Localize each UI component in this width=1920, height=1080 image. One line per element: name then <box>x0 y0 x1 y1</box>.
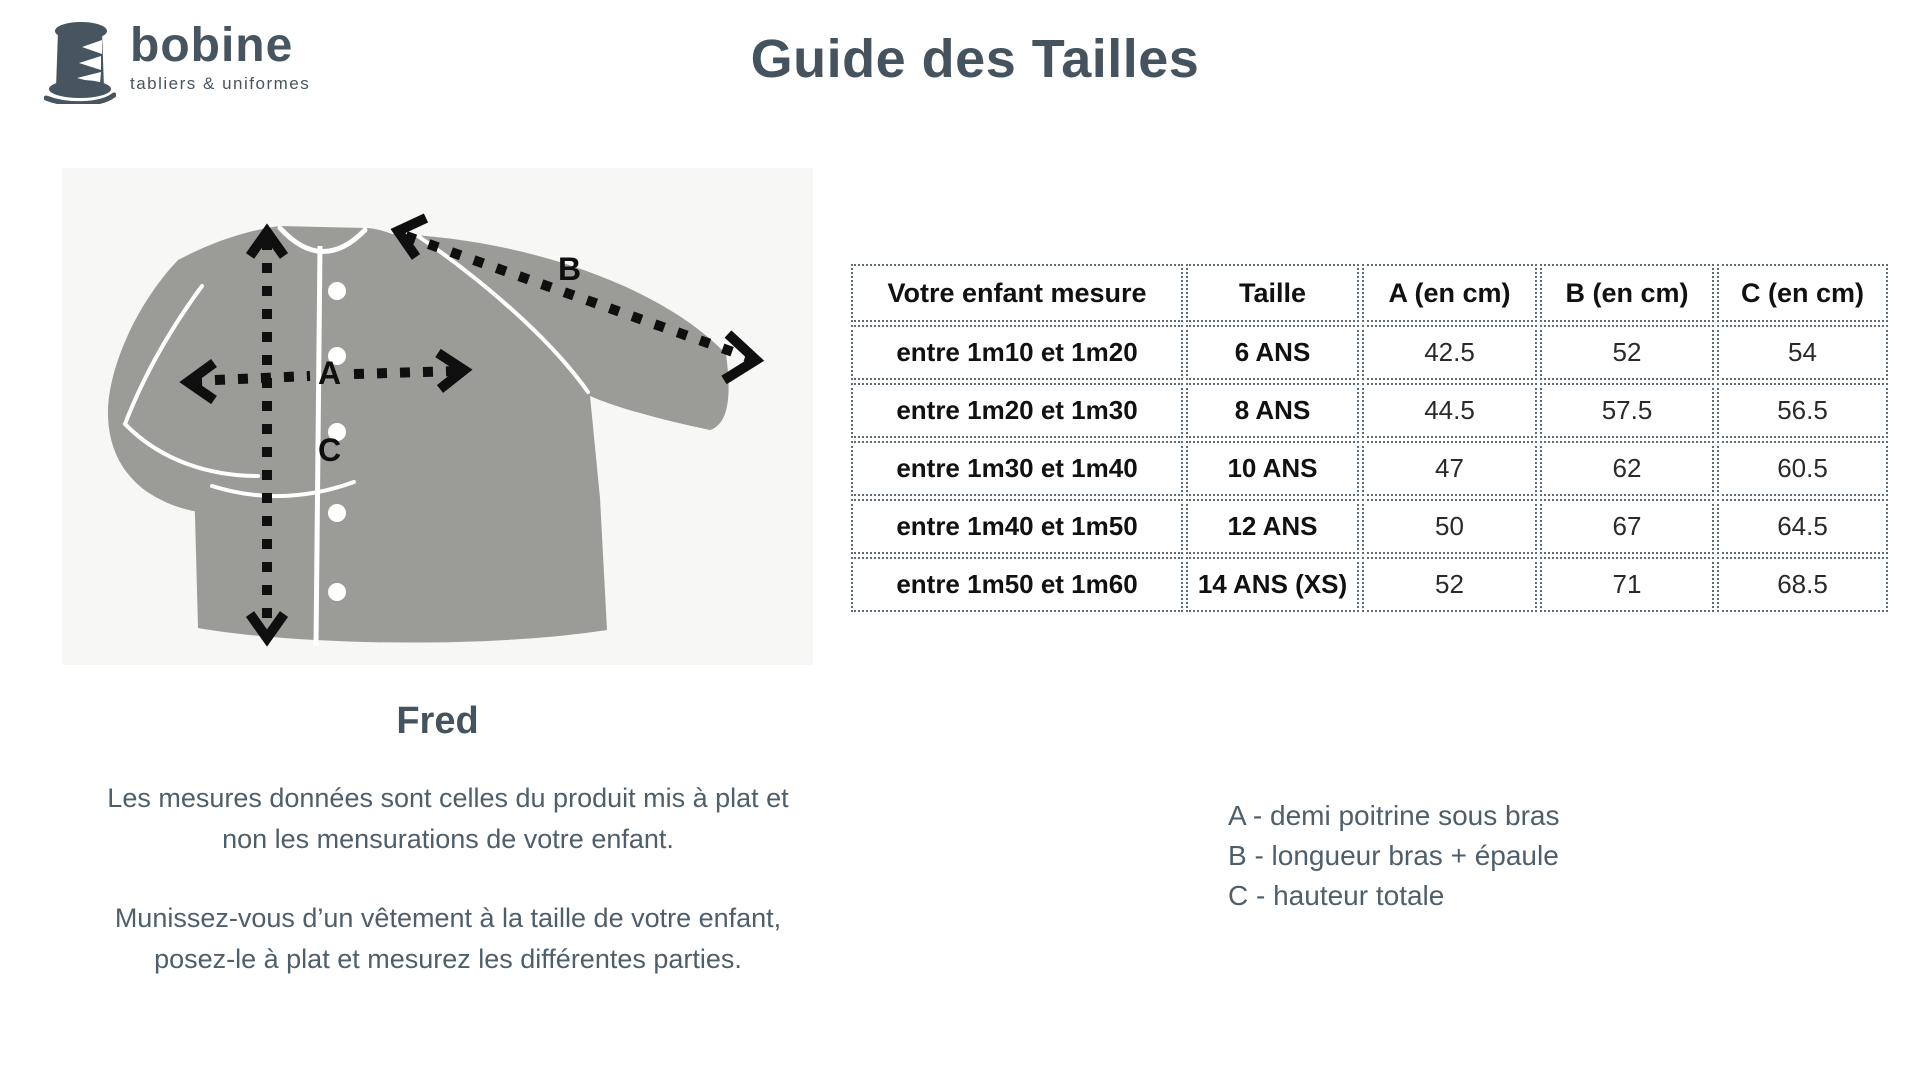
cell-b: 71 <box>1540 557 1714 612</box>
cell-taille: 8 ANS <box>1186 383 1359 438</box>
note-instructions <box>28 898 868 980</box>
cell-a: 44.5 <box>1362 383 1537 438</box>
cell-b: 67 <box>1540 499 1714 554</box>
cell-b: 52 <box>1540 325 1714 380</box>
cell-b: 62 <box>1540 441 1714 496</box>
cell-taille: 6 ANS <box>1186 325 1359 380</box>
header-a: A (en cm) <box>1362 264 1537 322</box>
cell-c: 64.5 <box>1717 499 1888 554</box>
garment-illustration <box>62 168 813 665</box>
cell-mesure: entre 1m30 et 1m40 <box>851 441 1183 496</box>
label-b: B <box>558 251 582 287</box>
cell-taille: 14 ANS (XS) <box>1186 557 1359 612</box>
table-row <box>851 499 1888 554</box>
note-measures <box>28 778 868 860</box>
cell-a: 50 <box>1362 499 1537 554</box>
table-row <box>851 441 1888 496</box>
cell-c: 60.5 <box>1717 441 1888 496</box>
table-header-row <box>851 264 1888 322</box>
header-taille: Taille <box>1186 264 1359 322</box>
table-row <box>851 383 1888 438</box>
cell-mesure: entre 1m50 et 1m60 <box>851 557 1183 612</box>
header-c: C (en cm) <box>1717 264 1888 322</box>
cell-mesure: entre 1m20 et 1m30 <box>851 383 1183 438</box>
note-line: Munissez-vous d’un vêtement à la taille de votre enfant, <box>114 903 782 933</box>
table-row <box>851 557 1888 612</box>
note-line: posez-le à plat et mesurez les différentes parties. <box>154 944 742 974</box>
note-line: Les mesures données sont celles du produit mis à plat et <box>107 783 789 813</box>
size-table <box>848 261 1891 615</box>
legend-item-b: B - longueur bras + épaule <box>1228 840 1559 871</box>
brand-text <box>130 20 310 94</box>
measure-legend <box>1228 796 1560 916</box>
header-b: B (en cm) <box>1540 264 1714 322</box>
cell-taille: 12 ANS <box>1186 499 1359 554</box>
label-c: C <box>318 432 342 468</box>
product-name: Fred <box>396 700 479 742</box>
cell-b: 57.5 <box>1540 383 1714 438</box>
cell-mesure: entre 1m10 et 1m20 <box>851 325 1183 380</box>
legend-item-c: C - hauteur totale <box>1228 880 1445 911</box>
garment-diagram <box>62 168 813 665</box>
page-title: Guide des Tailles <box>750 29 1200 89</box>
label-a: A <box>318 355 342 391</box>
cell-mesure: entre 1m40 et 1m50 <box>851 499 1183 554</box>
note-line: non les mensurations de votre enfant. <box>222 824 674 854</box>
cell-c: 68.5 <box>1717 557 1888 612</box>
brand-logo <box>44 20 310 109</box>
legend-item-a: A - demi poitrine sous bras <box>1228 800 1560 831</box>
brand-tagline: tabliers & uniformes <box>130 74 311 93</box>
cell-c: 54 <box>1717 325 1888 380</box>
cell-a: 52 <box>1362 557 1537 612</box>
brand-name: bobine <box>130 19 294 72</box>
thread-spool-icon <box>44 20 116 109</box>
header-mesure: Votre enfant mesure <box>851 264 1183 322</box>
cell-a: 42.5 <box>1362 325 1537 380</box>
cell-a: 47 <box>1362 441 1537 496</box>
cell-taille: 10 ANS <box>1186 441 1359 496</box>
table-row <box>851 325 1888 380</box>
cell-c: 56.5 <box>1717 383 1888 438</box>
